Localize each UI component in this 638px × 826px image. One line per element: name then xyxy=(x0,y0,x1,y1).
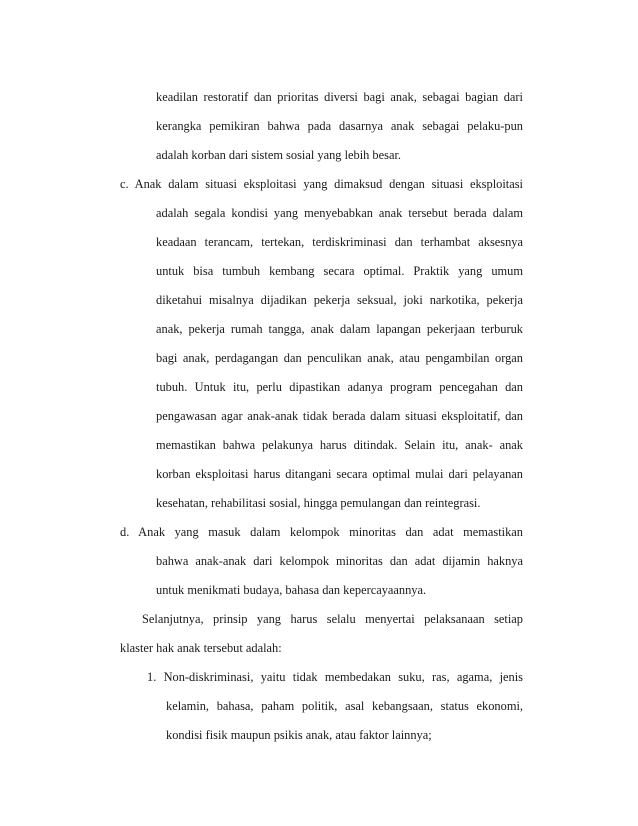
text-line: kerangka pemikiran bahwa pada dasarnya anak sebagai pelaku-pun xyxy=(156,119,523,133)
text-line: bagi anak, perdagangan dan penculikan anak, atau pengambilan organ xyxy=(156,351,523,365)
text-line: kesehatan, rehabilitasi sosial, hingga pemulangan dan reintegrasi. xyxy=(156,496,481,510)
text-line: kelamin, bahasa, paham politik, asal kebangsaan, status ekonomi, xyxy=(166,699,523,713)
text-line: adalah korban dari sistem sosial yang lebih besar. xyxy=(156,148,401,162)
text-line: pengawasan agar anak-anak tidak berada dalam situasi eksploitatif, dan xyxy=(156,409,523,423)
text-line: adalah segala kondisi yang menyebabkan anak tersebut berada dalam xyxy=(156,206,523,220)
text-line: korban eksploitasi harus ditangani secara optimal mulai dari pelayanan xyxy=(156,467,523,481)
text-line: keadaan terancam, tertekan, terdiskriminasi dan terhambat aksesnya xyxy=(156,235,523,249)
text-line: anak, pekerja rumah tangga, anak dalam lapangan pekerjaan terburuk xyxy=(156,322,523,336)
text-line: untuk menikmati budaya, bahasa dan kepercayaannya. xyxy=(156,583,427,597)
list-item-c: c. Anak dalam situasi eksploitasi yang dimaksud dengan situasi eksploitasi xyxy=(120,177,523,191)
text-line: bahwa anak-anak dari kelompok minoritas dan adat dijamin haknya xyxy=(156,554,523,568)
paragraph-line: Selanjutnya, prinsip yang harus selalu menyertai pelaksanaan setiap xyxy=(142,612,523,626)
text-line: kondisi fisik maupun psikis anak, atau faktor lainnya; xyxy=(166,728,432,742)
list-item-d: d. Anak yang masuk dalam kelompok minoritas dan adat memastikan xyxy=(120,525,523,539)
text-line: keadilan restoratif dan prioritas diversi bagi anak, sebagai bagian dari xyxy=(156,90,523,104)
text-line: diketahui misalnya dijadikan pekerja seksual, joki narkotika, pekerja xyxy=(156,293,523,307)
text-line: untuk bisa tumbuh kembang secara optimal. Praktik yang umum xyxy=(156,264,523,278)
text-line: tubuh. Untuk itu, perlu dipastikan adanya program pencegahan dan xyxy=(156,380,523,394)
paragraph-line: klaster hak anak tersebut adalah: xyxy=(120,641,282,655)
numbered-item-1: 1. Non-diskriminasi, yaitu tidak membedakan suku, ras, agama, jenis xyxy=(147,670,523,684)
text-line: memastikan bahwa pelakunya harus ditindak. Selain itu, anak- anak xyxy=(156,438,523,452)
